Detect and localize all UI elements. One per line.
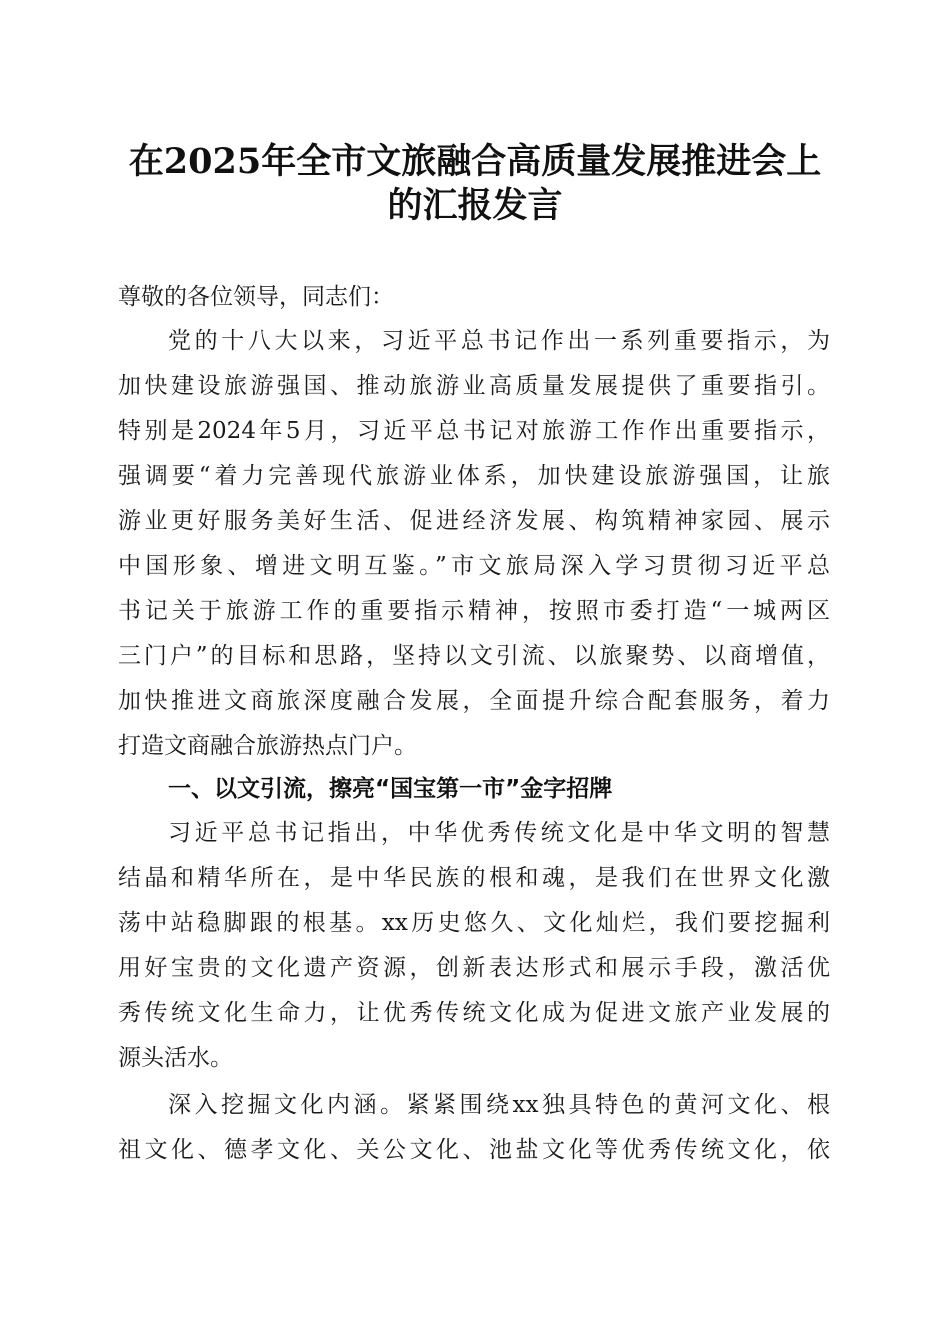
paragraph-line: 三门户”的目标和思路，坚持以文引流、以旅聚势、以商增值，: [118, 643, 830, 669]
document-title-line-2: 的汇报发言: [387, 185, 563, 226]
paragraph-line: 深入挖掘文化内涵。紧紧围绕xx独具特色的黄河文化、根: [168, 1092, 830, 1118]
paragraph-line: 中国形象、增进文明互鉴。”市文旅局深入学习贯彻习近平总: [118, 553, 830, 579]
paragraph-line: 书记关于旅游工作的重要指示精神，按照市委打造“一城两区: [118, 598, 830, 624]
paragraph-line: 打造文商融合旅游热点门户。: [118, 733, 417, 759]
paragraph-line: 秀传统文化生命力，让优秀传统文化成为促进文旅产业发展的: [118, 1000, 830, 1026]
paragraph-line: 结晶和精华所在，是中华民族的根和魂，是我们在世界文化激: [118, 865, 830, 891]
paragraph-line: 游业更好服务美好生活、促进经济发展、构筑精神家园、展示: [118, 508, 830, 534]
document-title-line-1: 在2025年全市文旅融合高质量发展推进会上: [128, 141, 822, 182]
paragraph-line: 党的十八大以来，习近平总书记作出一系列重要指示，为: [168, 328, 830, 354]
paragraph-line: 加快推进文商旅深度融合发展，全面提升综合配套服务，着力: [118, 688, 830, 714]
paragraph-line: 习近平总书记指出，中华优秀传统文化是中华文明的智慧: [168, 820, 830, 846]
paragraph-line: 用好宝贵的文化遗产资源，创新表达形式和展示手段，激活优: [118, 955, 830, 981]
paragraph-line: 加快建设旅游强国、推动旅游业高质量发展提供了重要指引。: [118, 373, 830, 399]
section-heading: 一、以文引流，擦亮“国宝第一市”金字招牌: [168, 776, 613, 802]
paragraph-line: 特别是2024年5月，习近平总书记对旅游工作作出重要指示，: [118, 418, 830, 444]
paragraph-line: 强调要“着力完善现代旅游业体系，加快建设旅游强国，让旅: [118, 463, 830, 489]
paragraph-line: 祖文化、德孝文化、关公文化、池盐文化等优秀传统文化，依: [118, 1137, 830, 1163]
paragraph-line: 荡中站稳脚跟的根基。xx历史悠久、文化灿烂，我们要挖掘利: [118, 910, 830, 936]
salutation: 尊敬的各位领导，同志们：: [118, 284, 394, 310]
paragraph-line: 源头活水。: [118, 1045, 233, 1071]
